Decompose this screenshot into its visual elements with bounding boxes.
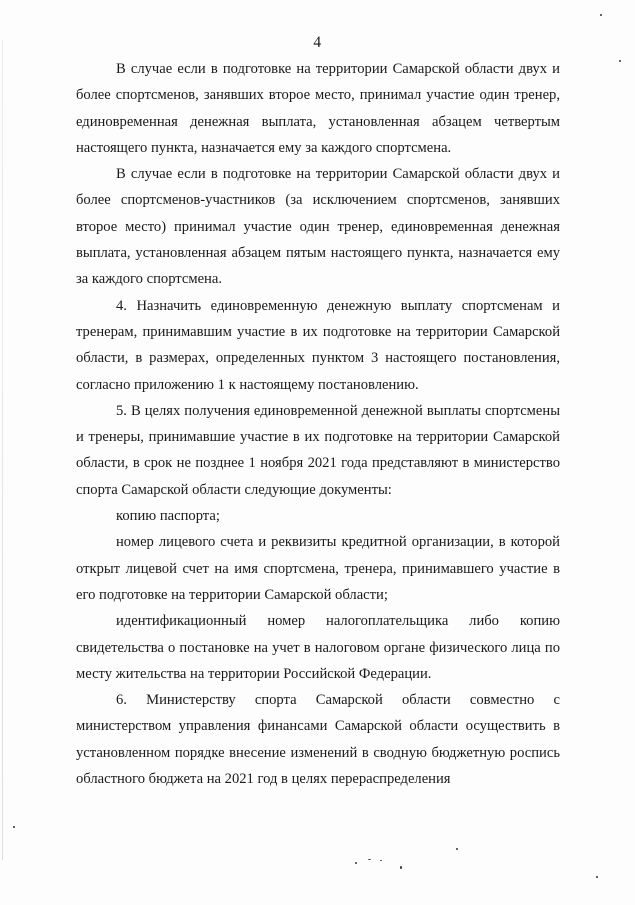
- page-number: 4: [313, 34, 322, 51]
- paragraph-6: номер лицевого счета и реквизиты кредитной организации, в которой открыт лицевой счет на имя спортсмена, тренера, принимавшего участие в его подготовке на территории Самарской области;: [76, 534, 560, 603]
- paragraph-7: идентификационный номер налогоплательщика либо копию свидетельства о постановке на учет в налоговом органе физического лица по месту жительства на территории Российской Федерации.: [76, 613, 560, 682]
- scan-speck: [619, 60, 621, 62]
- scan-edge-line: [2, 40, 3, 860]
- scan-speck: [596, 876, 598, 878]
- scan-speck: [456, 848, 458, 850]
- scan-speck: [13, 826, 15, 828]
- paragraph-5: копию паспорта;: [116, 508, 220, 525]
- paragraph-8: 6. Министерству спорта Самарской области совместно с министерством управления финансами Самарской области осуществить в установленном порядке внесение изменений в сводную бюджетную роспись областного бюджета на 2021 год в целях перераспределения: [76, 692, 560, 788]
- scan-speck: [355, 862, 357, 864]
- scan-speck: [400, 866, 402, 869]
- paragraph-4: 5. В целях получения единовременной денежной выплаты спортсмены и тренеры, принимавшие участие в их подготовке на территории Самарской области, в срок не позднее 1 ноября 2021 года представляют в министерство спорта Самарской области следующие документы:: [76, 402, 560, 498]
- paragraph-1: В случае если в подготовке на территории Самарской области двух и более спортсменов, занявших второе место, принимал участие один тренер, единовременная денежная выплата, установленная абзацем четвертым настоящего пункта, назначается ему за каждого спортсмена.: [76, 61, 560, 156]
- document-body: [76, 56, 560, 792]
- scan-speck: [600, 14, 602, 16]
- paragraph-2: В случае если в подготовке на территории Самарской области двух и более спортсменов-участников (за исключением спортсменов, занявших второе место) принимал участие один тренер, единовременная денежная выплата, установленная абзацем пятым настоящего пункта, назначается ему за каждого спортсмена.: [76, 166, 560, 288]
- paragraph-3: 4. Назначить единовременную денежную выплату спортсменам и тренерам, принимавшим участие в их подготовке на территории Самарской области, в размерах, определенных пунктом 3 настоящего постановления, согласно приложению 1 к настоящему постановлению.: [76, 297, 560, 393]
- scan-speck: [368, 859, 371, 860]
- scan-speck: [380, 860, 382, 861]
